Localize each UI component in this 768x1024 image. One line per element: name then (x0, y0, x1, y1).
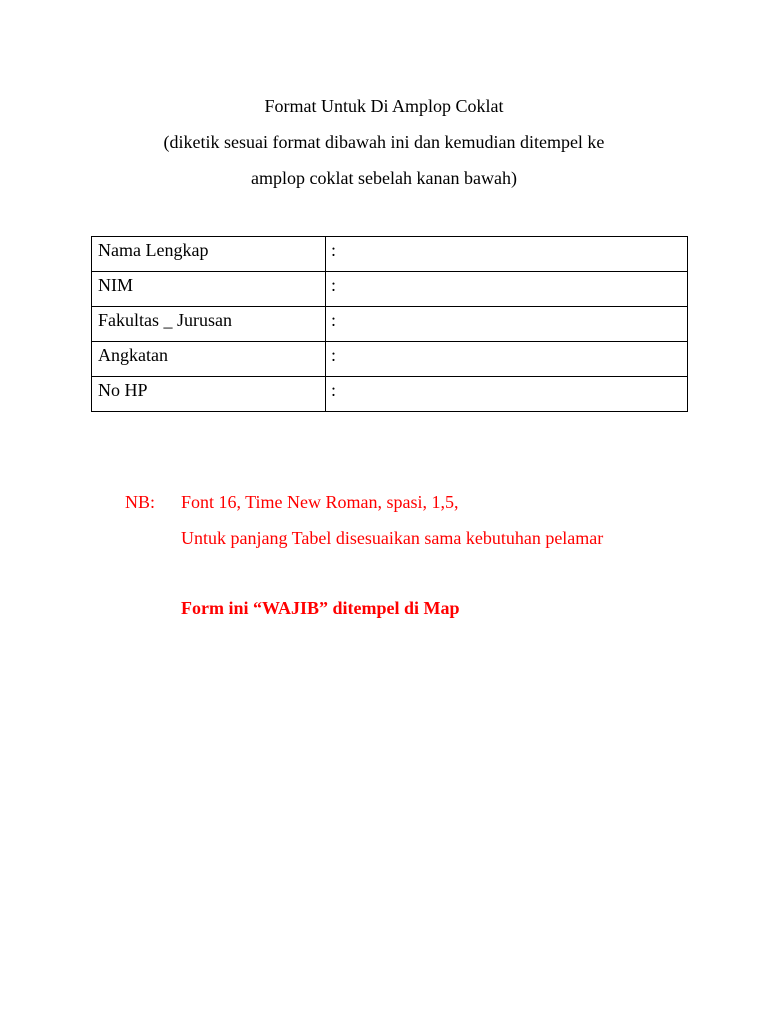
table-row (92, 272, 688, 307)
envelope-form-table (91, 236, 688, 412)
note-row-2 (125, 524, 603, 560)
row-label-no-hp: No HP (92, 377, 326, 412)
document-title: Format Untuk Di Amplop Coklat (264, 96, 504, 116)
table-row (92, 237, 688, 272)
table-row (92, 377, 688, 412)
row-value-no-hp: : (326, 377, 688, 412)
row-label-nama-lengkap: Nama Lengkap (92, 237, 326, 272)
instruction-line-1: (diketik sesuai format dibawah ini dan kemudian ditempel ke (163, 132, 605, 152)
table-row (92, 342, 688, 377)
note-indent (125, 524, 181, 560)
row-value-nim: : (326, 272, 688, 307)
document-header (0, 92, 768, 200)
note-line-2: Untuk panjang Tabel disesuaikan sama kebutuhan pelamar (181, 528, 604, 548)
row-label-nim: NIM (92, 272, 326, 307)
note-row-1 (125, 488, 603, 524)
row-value-fakultas-jurusan: : (326, 307, 688, 342)
note-line-1: Font 16, Time New Roman, spasi, 1,5, (181, 492, 459, 512)
instruction-line-2: amplop coklat sebelah kanan bawah) (251, 168, 517, 188)
row-value-nama-lengkap: : (326, 237, 688, 272)
note-block (125, 488, 603, 560)
row-value-angkatan: : (326, 342, 688, 377)
table-row (92, 307, 688, 342)
note-prefix: NB: (125, 492, 156, 512)
row-label-angkatan: Angkatan (92, 342, 326, 377)
row-label-fakultas-jurusan: Fakultas _ Jurusan (92, 307, 326, 342)
mandatory-note: Form ini “WAJIB” ditempel di Map (181, 598, 460, 618)
